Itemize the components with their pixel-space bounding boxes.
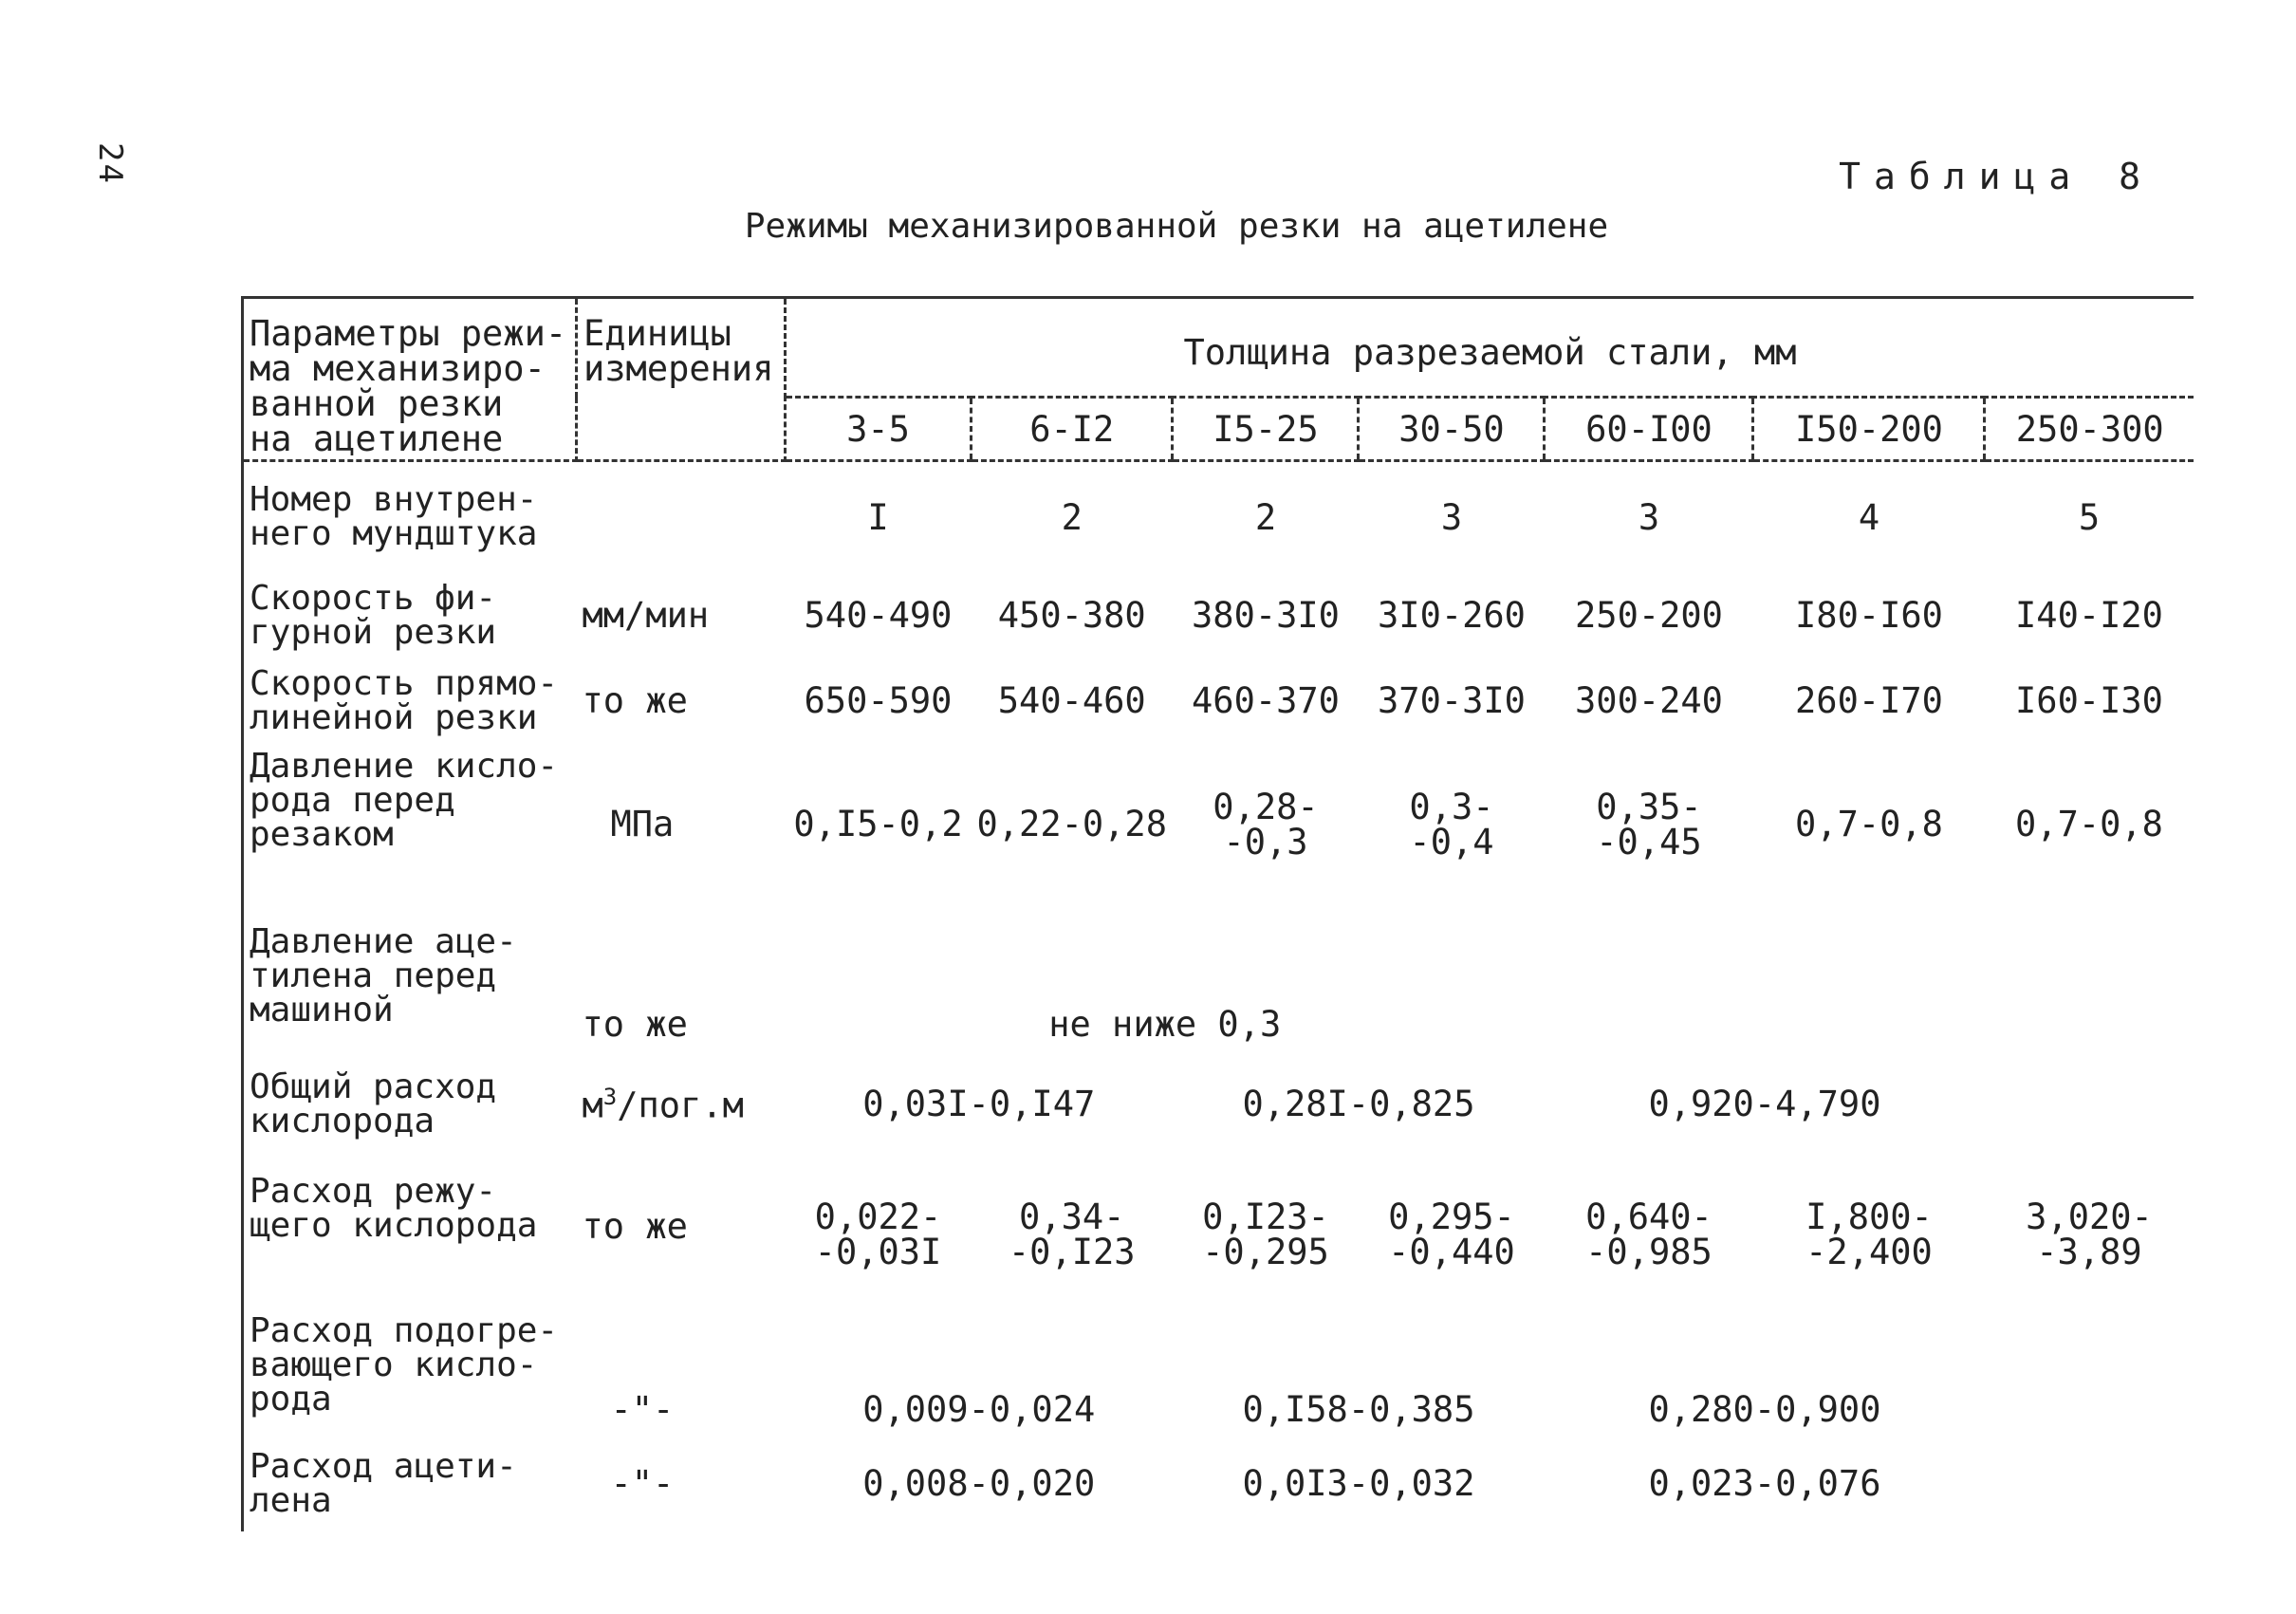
- param-line: Скорость фи-: [250, 578, 497, 618]
- param-line: Расход подогре-: [250, 1310, 559, 1350]
- table-row: [243, 461, 2194, 573]
- unit-cell: [577, 1048, 786, 1161]
- table-row: [243, 1161, 2194, 1294]
- value-cell: 3: [1440, 496, 1463, 538]
- param-name: [243, 1161, 577, 1294]
- param-line: кислорода: [250, 1101, 435, 1141]
- param-line: щего кислорода: [250, 1205, 538, 1245]
- value-cell: 3I0-260: [1378, 595, 1526, 636]
- value-cell: 0,22-0,28: [976, 804, 1167, 844]
- thickness-header: I5-25: [1173, 398, 1359, 461]
- value-cell: 0,I5-0,2: [793, 804, 963, 844]
- param-name: [243, 1294, 577, 1437]
- table-row: [243, 1437, 2194, 1531]
- value-cell: 4: [1858, 496, 1880, 538]
- empty-cell: [1985, 1437, 2194, 1531]
- value-cell: 0,640- -0,985: [1585, 1196, 1713, 1272]
- table-row: [243, 659, 2194, 744]
- unit-cell: -"-: [610, 1463, 675, 1504]
- param-line: Расход ацети-: [250, 1446, 517, 1486]
- param-line: рода перед: [250, 780, 455, 820]
- value-cell: 650-590: [804, 680, 953, 721]
- param-line: лена: [250, 1480, 332, 1520]
- thickness-header: 250-300: [1985, 398, 2194, 461]
- page-number: 24: [91, 142, 129, 185]
- value-cell: 540-460: [997, 680, 1146, 721]
- param-line: него мундштука: [250, 514, 538, 554]
- param-line: Общий расход: [250, 1067, 497, 1106]
- value-cell: 2: [1254, 496, 1277, 538]
- unit-cell: то же: [582, 1205, 688, 1247]
- value-cell: 370-3I0: [1378, 680, 1526, 721]
- param-line: Давление кисло-: [250, 746, 559, 786]
- value-cell: I,800- -2,400: [1805, 1196, 1933, 1272]
- table-row: [243, 1048, 2194, 1161]
- value-cell: 0,3- -0,4: [1409, 786, 1494, 863]
- unit-cell: -"-: [610, 1388, 675, 1430]
- unit-cell: то же: [582, 1003, 688, 1045]
- value-cell: 540-490: [804, 595, 953, 636]
- value-cell: I60-I30: [2015, 680, 2163, 721]
- value-cell: I40-I20: [2015, 595, 2163, 636]
- empty-cell: [1545, 905, 2194, 1048]
- thickness-header: I50-200: [1753, 398, 1985, 461]
- group-value-cell: 0,03I-0,I47: [862, 1084, 1096, 1124]
- value-cell: 450-380: [997, 595, 1146, 636]
- value-cell: 0,28- -0,3: [1213, 786, 1319, 863]
- value-cell: 3,020- -3,89: [2026, 1196, 2153, 1272]
- unit-text: /пог.м: [617, 1085, 744, 1126]
- param-column-header: [243, 298, 577, 461]
- value-cell: 0,022- -0,03I: [814, 1196, 942, 1272]
- group-value-cell: 0,28I-0,825: [1242, 1084, 1475, 1124]
- group-value-cell: 0,0I3-0,032: [1242, 1463, 1475, 1504]
- param-name: [243, 1437, 577, 1531]
- value-cell: 0,I23- -0,295: [1202, 1196, 1329, 1272]
- unit-superscript: 3: [602, 1083, 618, 1110]
- thickness-group-header: Толщина разрезаемой стали, мм: [786, 298, 2194, 398]
- thickness-header: 6-I2: [972, 398, 1173, 461]
- param-line: линейной резки: [250, 697, 538, 737]
- thickness-header: 30-50: [1359, 398, 1545, 461]
- value-cell: 0,34- -0,I23: [1008, 1196, 1136, 1272]
- unit-header-line: Единицы: [583, 313, 731, 354]
- unit-cell: МПа: [610, 804, 675, 844]
- table-row: [243, 1294, 2194, 1437]
- table-label: Таблица 8: [1839, 156, 2154, 197]
- param-line: тилена перед: [250, 955, 497, 995]
- unit-column-header: [577, 298, 786, 461]
- value-cell: 250-200: [1575, 595, 1723, 636]
- value-cell: 2: [1061, 496, 1083, 538]
- group-value-cell: 0,920-4,790: [1648, 1084, 1881, 1124]
- param-header-line: на ацетилене: [250, 418, 504, 459]
- unit-cell: то же: [582, 680, 688, 721]
- param-name: [243, 461, 577, 573]
- param-name: [243, 1048, 577, 1161]
- group-value-cell: 0,008-0,020: [862, 1463, 1096, 1504]
- group-value-cell: 0,009-0,024: [862, 1388, 1096, 1430]
- group-value-cell: 0,280-0,900: [1648, 1388, 1881, 1430]
- table-row: [243, 573, 2194, 659]
- empty-cell: [1985, 1048, 2194, 1161]
- value-cell: 460-370: [1192, 680, 1340, 721]
- thickness-header: 60-I00: [1545, 398, 1753, 461]
- value-cell: 380-3I0: [1192, 595, 1340, 636]
- value-cell: 0,7-0,8: [1795, 804, 1943, 844]
- value-cell: I: [867, 496, 889, 538]
- value-cell: 0,35- -0,45: [1596, 786, 1702, 863]
- value-cell: I80-I60: [1795, 595, 1943, 636]
- param-line: Скорость прямо-: [250, 663, 559, 703]
- param-name: [243, 905, 577, 1048]
- value-cell: 0,7-0,8: [2015, 804, 2163, 844]
- value-cell: 300-240: [1575, 680, 1723, 721]
- value-cell: 260-I70: [1795, 680, 1943, 721]
- param-line: Давление аце-: [250, 921, 517, 961]
- table-row: [243, 744, 2194, 905]
- param-line: гурной резки: [250, 612, 497, 652]
- thickness-header: 3-5: [786, 398, 972, 461]
- param-line: резаком: [250, 814, 394, 854]
- cutting-modes-table: [241, 296, 2194, 1531]
- empty-cell: [1985, 1294, 2194, 1437]
- param-line: вающего кисло-: [250, 1345, 538, 1384]
- param-header-line: ванной резки: [250, 383, 504, 424]
- param-header-line: ма механизиро-: [250, 348, 546, 389]
- param-line: машиной: [250, 990, 394, 1030]
- unit-header-line: измерения: [583, 348, 774, 389]
- table-title: Режимы механизированной резки на ацетилене: [744, 207, 1609, 246]
- param-header-line: Параметры режи-: [250, 313, 567, 354]
- param-name: [243, 573, 577, 659]
- table-row: [243, 905, 2194, 1048]
- param-line: Номер внутрен-: [250, 480, 538, 520]
- value-cell: 5: [2078, 496, 2101, 538]
- param-name: [243, 659, 577, 744]
- param-line: Расход режу-: [250, 1171, 497, 1211]
- value-cell: 3: [1638, 496, 1660, 538]
- unit-text: м: [582, 1085, 603, 1126]
- group-value-cell: 0,023-0,076: [1648, 1463, 1881, 1504]
- group-value-cell: 0,I58-0,385: [1242, 1388, 1475, 1430]
- unit-cell: [577, 461, 786, 573]
- param-name: [243, 744, 577, 905]
- param-line: рода: [250, 1379, 332, 1419]
- merged-value-cell: не ниже 0,3: [1048, 1003, 1282, 1045]
- value-cell: 0,295- -0,440: [1388, 1196, 1515, 1272]
- unit-cell: мм/мин: [582, 595, 710, 636]
